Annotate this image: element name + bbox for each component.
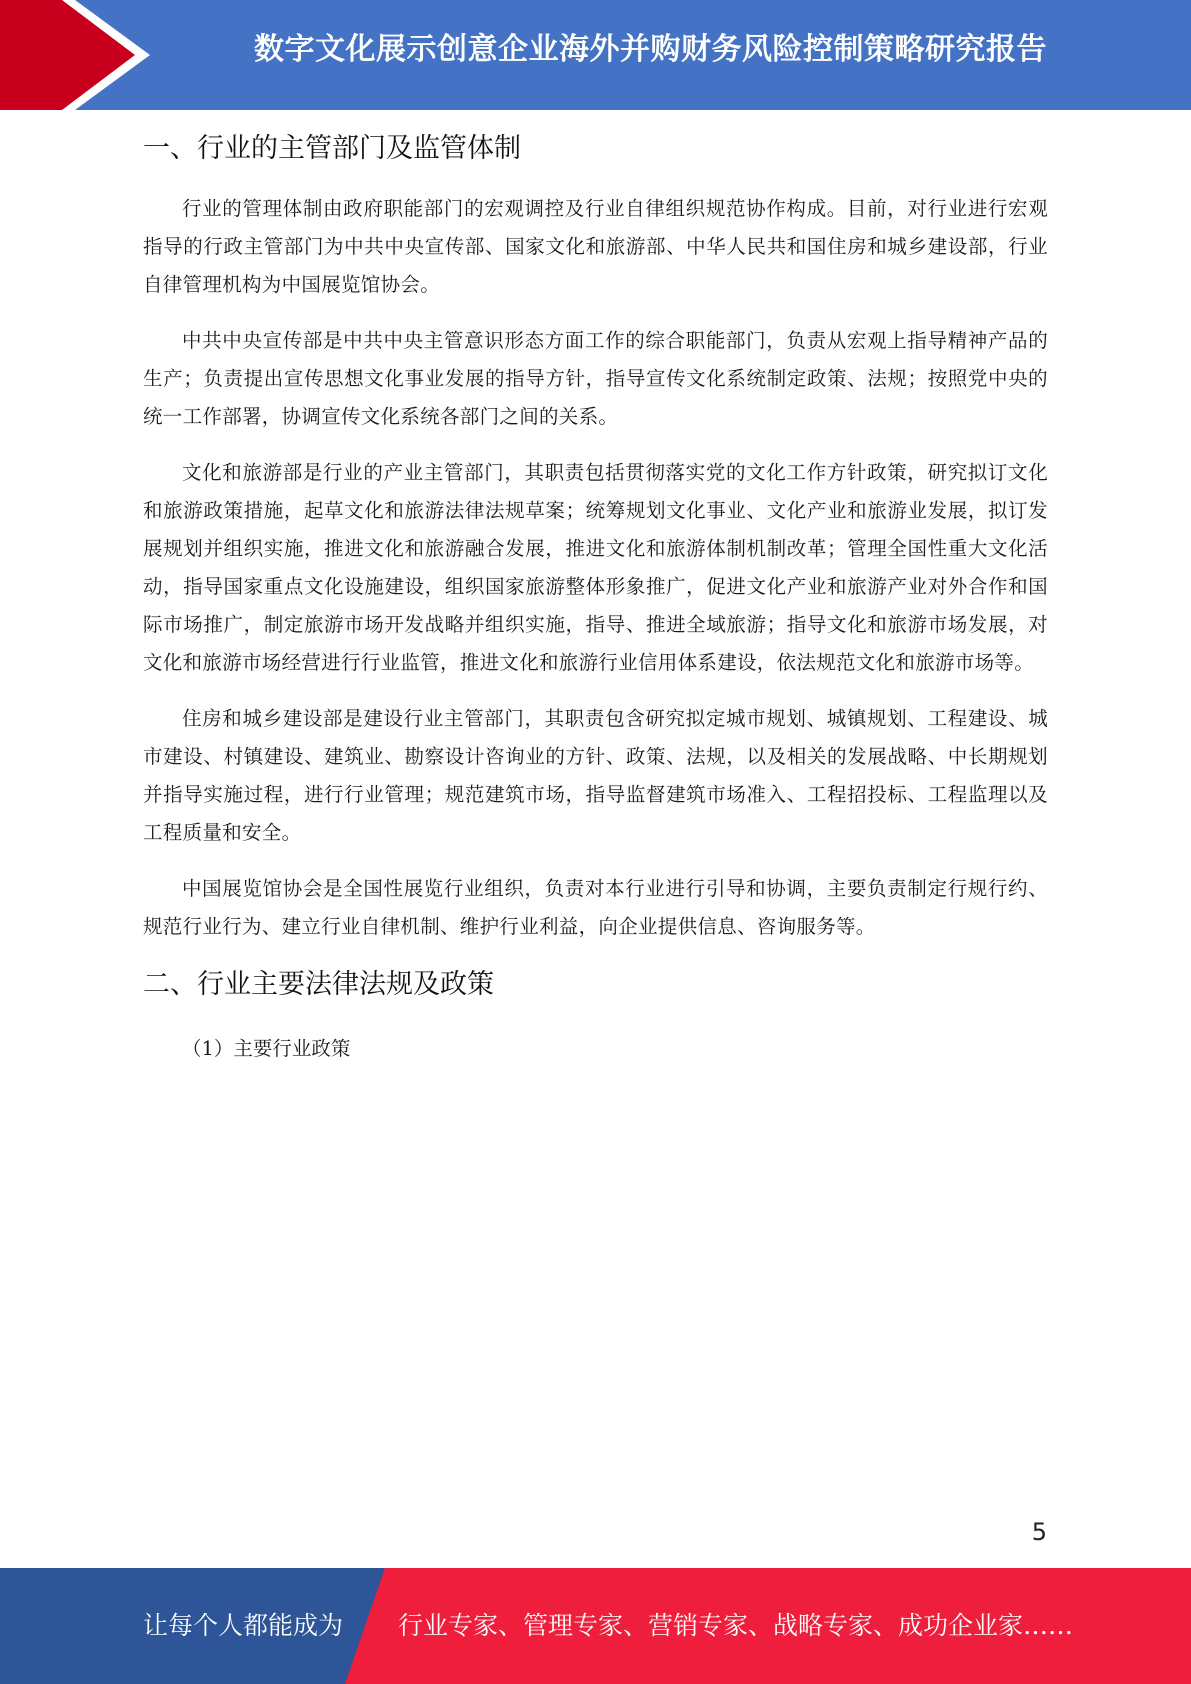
page-number: 5 <box>1031 1518 1047 1546</box>
paragraph: 住房和城乡建设部是建设行业主管部门，其职责包含研究拟定城市规划、城镇规划、工程建设、城市建设、村镇建设、建筑业、勘察设计咨询业的方针、政策、法规，以及相关的发展战略、中长期规划并指导实施过程，进行行业管理；规范建筑市场，指导监督建筑市场准入、工程招投标、工程监理以及工程质量和安全。 <box>143 707 1048 844</box>
footer-slogan-right: 行业专家、管理专家、营销专家、战略专家、成功企业家…… <box>398 1611 1074 1640</box>
section-heading-1: 一、行业的主管部门及监管体制 <box>143 133 521 164</box>
paragraph: 文化和旅游部是行业的产业主管部门，其职责包括贯彻落实党的文化工作方针政策，研究拟订文化和旅游政策措施，起草文化和旅游法律法规草案；统筹规划文化事业、文化产业和旅游业发展，拟订发展规划并组织实施，推进文化和旅游融合发展，推进文化和旅游体制机制改革；管理全国性重大文化活动，指导国家重点文化设施建设，组织国家旅游整体形象推广，促进文化产业和旅游产业对外合作和国际市场推广，制定旅游市场开发战略并组织实施，指导、推进全域旅游；指导文化和旅游市场发展，对文化和旅游市场经营进行行业监管，推进文化和旅游行业信用体系建设，依法规范文化和旅游市场等。 <box>143 461 1048 674</box>
footer-slogan-left: 让每个人都能成为 <box>143 1611 344 1640</box>
footer-banner <box>0 1568 1191 1684</box>
page-content <box>143 120 1048 1068</box>
header-banner <box>0 0 1191 110</box>
paragraph: 行业的管理体制由政府职能部门的宏观调控及行业自律组织规范协作构成。目前，对行业进行宏观指导的行政主管部门为中共中央宣传部、国家文化和旅游部、中华人民共和国住房和城乡建设部，行业自律管理机构为中国展览馆协会。 <box>143 197 1048 296</box>
paragraph: 中共中央宣传部是中共中央主管意识形态方面工作的综合职能部门，负责从宏观上指导精神产品的生产；负责提出宣传思想文化事业发展的指导方针，指导宣传文化系统制定政策、法规；按照党中央的统一工作部署，协调宣传文化系统各部门之间的关系。 <box>143 329 1048 428</box>
document-title: 数字文化展示创意企业海外并购财务风险控制策略研究报告 <box>254 32 1047 67</box>
list-item: （1）主要行业政策 <box>182 1037 351 1060</box>
section-heading-2: 二、行业主要法律法规及政策 <box>143 969 494 1000</box>
paragraph: 中国展览馆协会是全国性展览行业组织，负责对本行业进行引导和协调，主要负责制定行规行约、规范行业行为、建立行业自律机制、维护行业利益，向企业提供信息、咨询服务等。 <box>143 877 1048 938</box>
